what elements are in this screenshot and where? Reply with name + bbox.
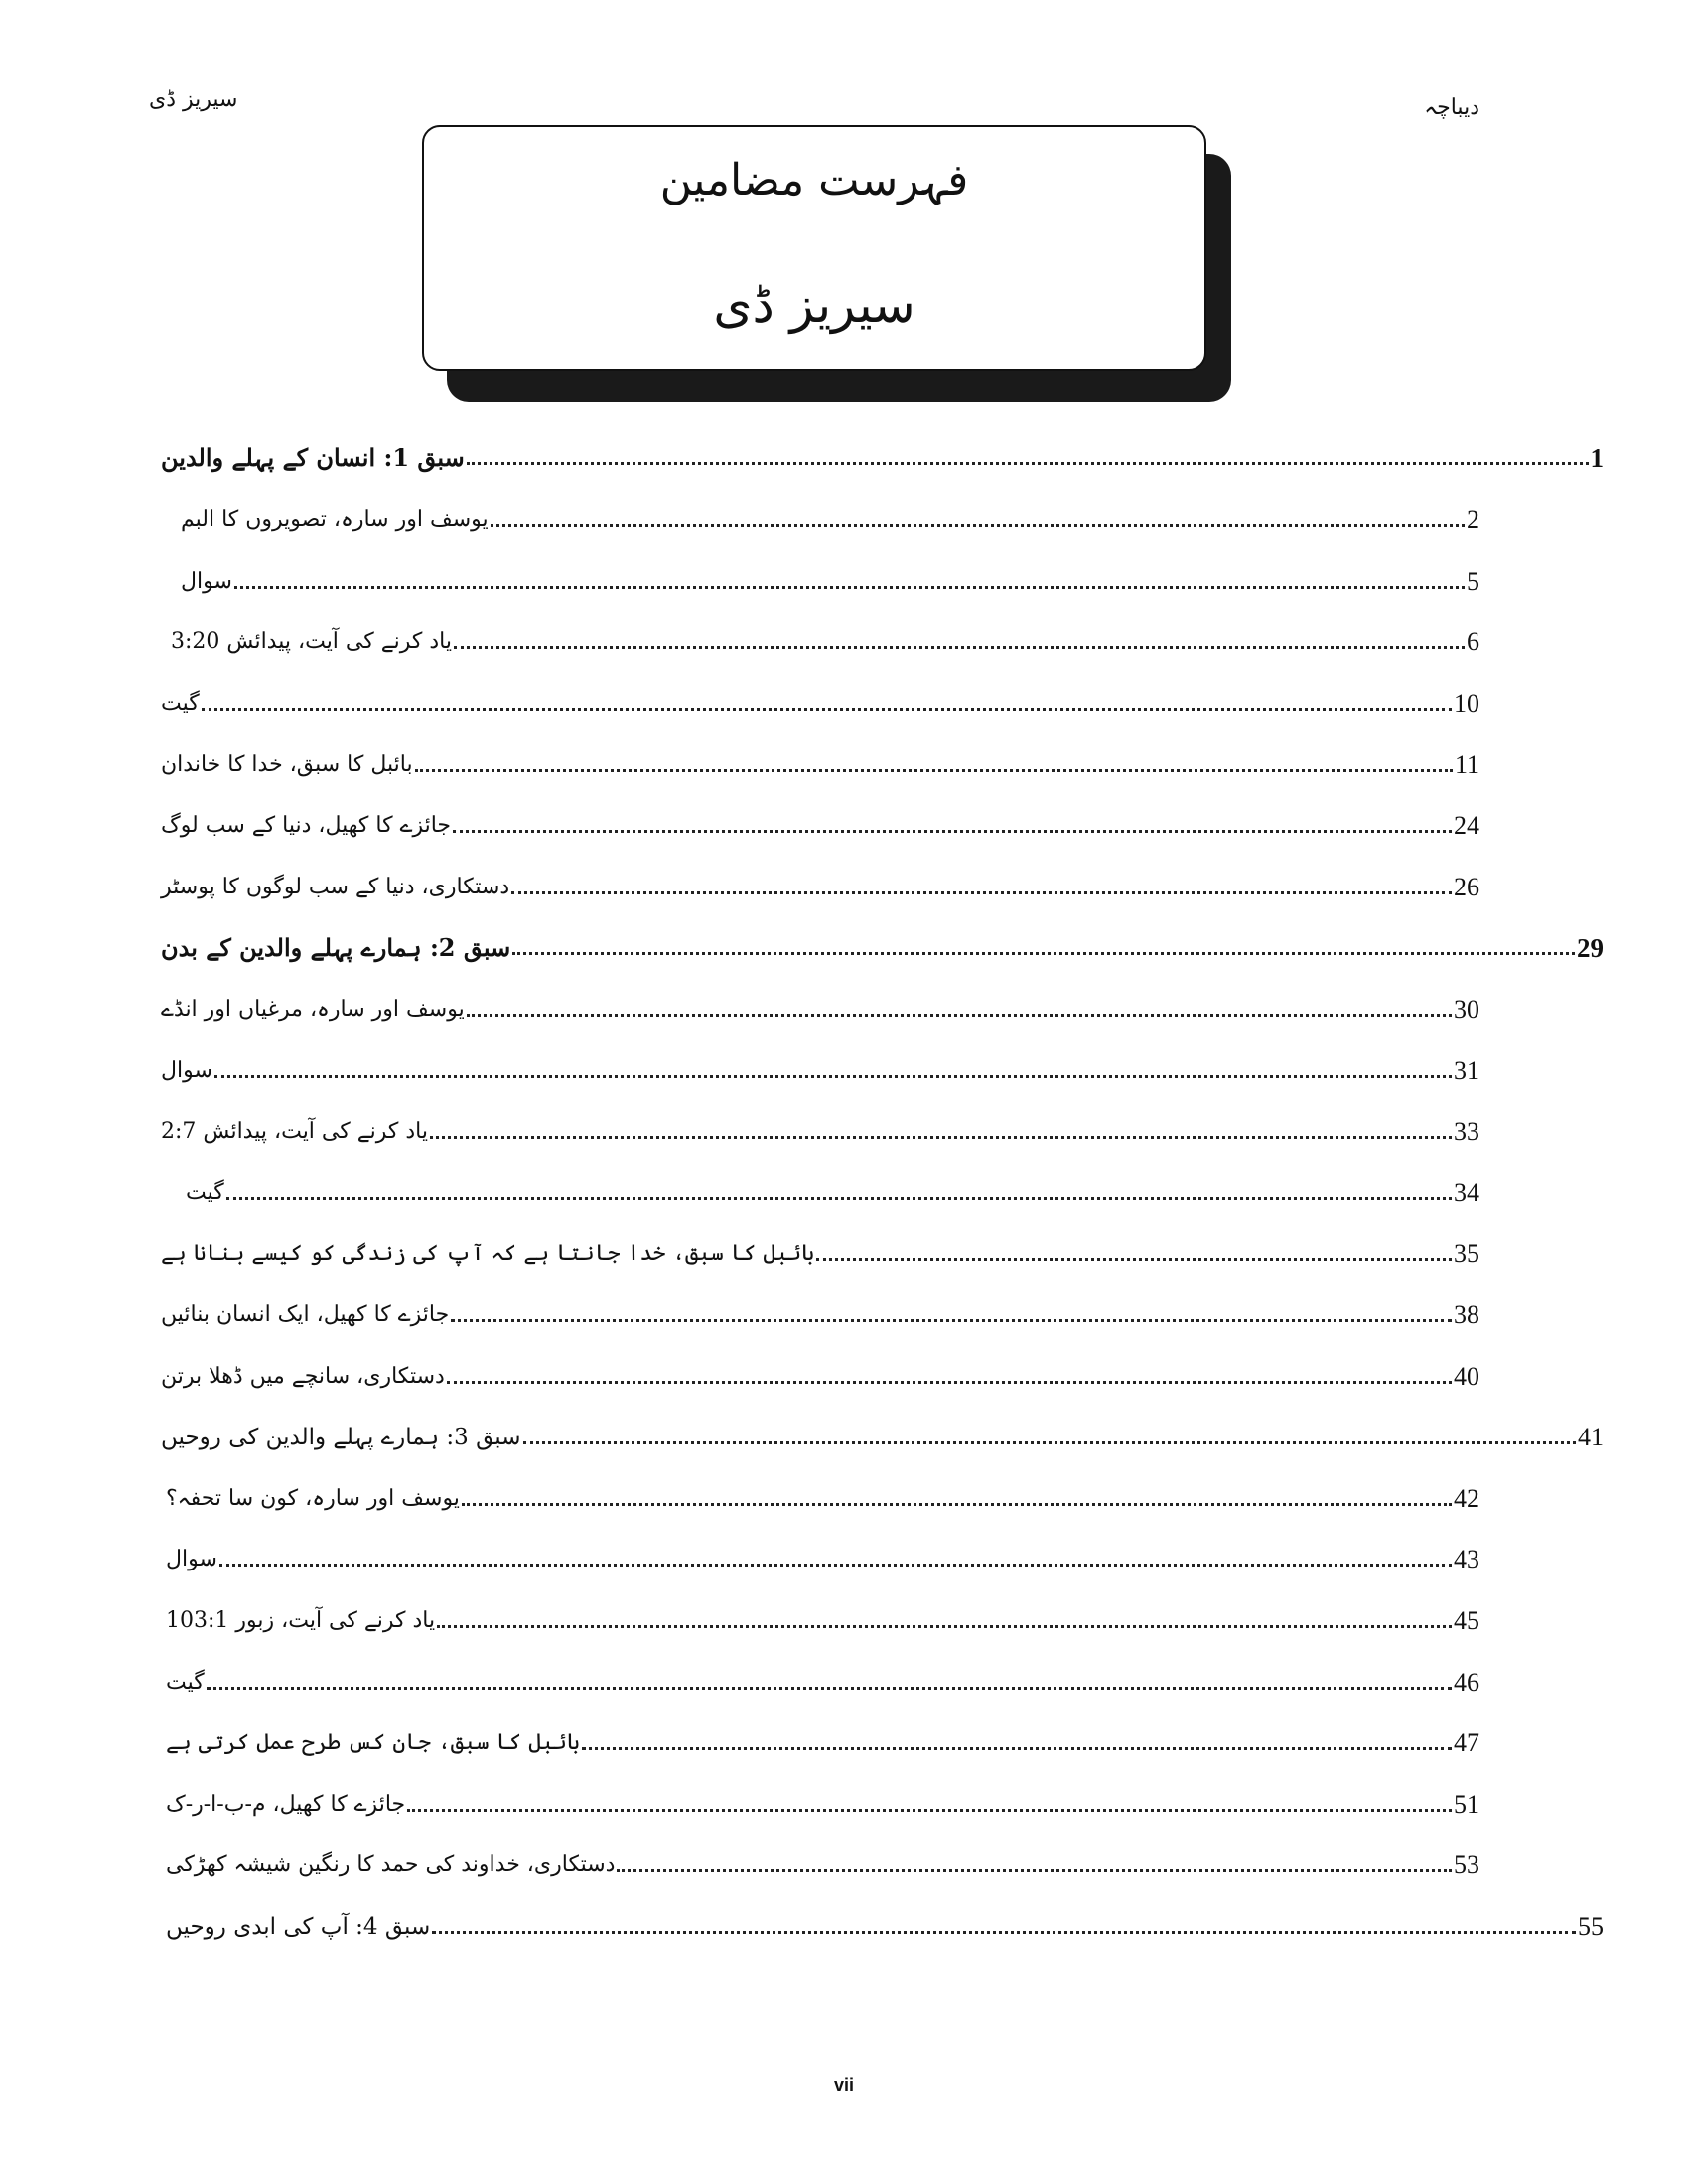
toc-entry-label: جائزے کا کھیل، م-ب-ا-ر-ک (166, 1792, 406, 1817)
dot-leader (462, 1503, 1452, 1506)
dot-leader (202, 708, 1452, 711)
toc-entry-page-number: 24 (1454, 811, 1479, 840)
toc-entry-label: سوال (181, 569, 232, 594)
dot-leader (437, 1625, 1452, 1628)
dot-leader (816, 1258, 1452, 1261)
page-title: فہرست مضامین (659, 155, 969, 205)
toc-entry-label: سبق 2: ہمارے پہلے والدین کے بدن (161, 933, 511, 962)
toc-entry-page-number: 41 (1578, 1423, 1604, 1451)
toc-entry (159, 1103, 1479, 1147)
toc-entry-page-number: 34 (1454, 1178, 1479, 1207)
toc-entry-page-number: 43 (1454, 1545, 1479, 1573)
toc-entry-label: بائبل کا سبق، جان کس طرح عمل کرتی ہے (166, 1730, 580, 1755)
toc-entry (159, 981, 1479, 1024)
toc-entry-label: بائبل کا سبق، خدا جانتا ہے کہ آپ کی زندگی کو کیسے بنانا ہے (161, 1241, 815, 1266)
dot-leader (453, 830, 1452, 833)
toc-entry-page-number: 35 (1454, 1239, 1479, 1268)
toc-entry (164, 1531, 1479, 1574)
toc-entry-page-number: 31 (1454, 1056, 1479, 1085)
dot-leader (430, 1136, 1452, 1139)
dot-leader (454, 646, 1465, 649)
toc-entry-label: دستکاری، خداوند کی حمد کا رنگین شیشہ کھڑکی (166, 1852, 616, 1877)
toc-entry-page-number: 6 (1467, 627, 1479, 656)
toc-entry-label: سوال (161, 1058, 212, 1083)
toc-entry (159, 1042, 1479, 1086)
dot-leader (415, 769, 1453, 772)
toc-entry-page-number: 11 (1454, 751, 1479, 779)
toc-entry-label: یاد کرنے کی آیت، پیدائش 3:20 (171, 629, 452, 654)
toc-entry-page-number: 2 (1467, 505, 1479, 534)
toc-entry (184, 1164, 1479, 1208)
toc-entry (179, 553, 1479, 597)
dot-leader (226, 1197, 1452, 1200)
toc-entry-page-number: 30 (1454, 995, 1479, 1024)
toc-chapter-entry (159, 429, 1604, 473)
toc-entry-page-number: 33 (1454, 1117, 1479, 1146)
toc-entry-page-number: 53 (1454, 1850, 1479, 1879)
toc-entry-label: یوسف اور سارہ، تصویروں کا البم (181, 507, 489, 532)
toc-entry-label: دستکاری، سانچے میں ڈھلا برتن (161, 1364, 445, 1389)
dot-leader (207, 1687, 1452, 1690)
dot-leader (523, 1441, 1577, 1444)
toc-entry-label: گیت (166, 1670, 205, 1695)
page-number: vii (833, 2075, 854, 2095)
toc-chapter-entry (159, 1409, 1604, 1452)
dot-leader (512, 952, 1575, 955)
toc-entry-label: یاد کرنے کی آیت، پیدائش 2:7 (161, 1119, 428, 1144)
toc-entry-label: دستکاری، دنیا کے سب لوگوں کا پوسٹر (161, 875, 510, 899)
toc-entry-page-number: 55 (1578, 1912, 1604, 1941)
toc-entry-page-number: 1 (1590, 443, 1604, 473)
toc-entry-page-number: 51 (1454, 1790, 1479, 1819)
toc-entry-label: یوسف اور سارہ، مرغیاں اور انڈے (161, 997, 465, 1022)
toc-entry-label: سبق 4: آپ کی ابدی روحیں (166, 1914, 431, 1940)
dot-leader (214, 1075, 1452, 1078)
dot-leader (582, 1747, 1452, 1750)
toc-chapter-entry (159, 919, 1604, 963)
toc-entry-label: بائبل کا سبق، خدا کا خاندان (161, 752, 413, 777)
toc-entry-label: جائزے کا کھیل، دنیا کے سب لوگ (161, 813, 452, 838)
toc-entry-label: سوال (166, 1547, 217, 1571)
dot-leader (617, 1869, 1452, 1872)
toc-entry (164, 1714, 1479, 1758)
toc-entry-page-number: 10 (1454, 689, 1479, 718)
toc-entry (164, 1776, 1479, 1820)
dot-leader (451, 1319, 1452, 1322)
toc-entry (169, 614, 1479, 657)
dot-leader (432, 1931, 1576, 1934)
toc-entry-label: یاد کرنے کی آیت، زبور 103:1 (166, 1608, 436, 1633)
toc-entry-page-number: 26 (1454, 873, 1479, 901)
toc-entry-page-number: 46 (1454, 1668, 1479, 1697)
dot-leader (219, 1564, 1452, 1567)
toc-entry-page-number: 40 (1454, 1362, 1479, 1391)
toc-entry (164, 1592, 1479, 1636)
toc-entry-label: سبق 1: انسان کے پہلے والدین (161, 443, 465, 472)
toc-entry-page-number: 42 (1454, 1484, 1479, 1513)
dot-leader (447, 1381, 1452, 1384)
toc-entry (159, 797, 1479, 841)
dot-leader (511, 891, 1452, 894)
dot-leader (407, 1809, 1452, 1812)
title-box (422, 125, 1206, 371)
dot-leader (467, 462, 1589, 465)
toc-entry (159, 859, 1479, 902)
toc-entry (159, 1225, 1479, 1269)
toc-entry-page-number: 47 (1454, 1728, 1479, 1757)
toc-entry (164, 1470, 1479, 1514)
series-title: سیریز ڈی (713, 276, 915, 334)
toc-entry-label: یوسف اور سارہ، کون سا تحفہ؟ (166, 1486, 460, 1511)
toc-entry (179, 491, 1479, 535)
dot-leader (491, 524, 1465, 527)
dot-leader (467, 1014, 1452, 1017)
toc-entry (159, 675, 1479, 719)
toc-entry (159, 1287, 1479, 1330)
dot-leader (234, 586, 1465, 589)
toc-entry (159, 737, 1479, 780)
toc-entry-page-number: 5 (1467, 567, 1479, 596)
toc-entry-page-number: 38 (1454, 1300, 1479, 1329)
toc-entry (159, 1348, 1479, 1392)
toc-entry-label: گیت (161, 691, 200, 716)
toc-entry-label: سبق 3: ہمارے پہلے والدین کی روحیں (161, 1425, 521, 1450)
running-header-series: سیریز ڈی (149, 87, 238, 112)
toc-entry (164, 1654, 1479, 1698)
running-header-section: دیباچہ (1424, 95, 1479, 120)
toc-chapter-entry (164, 1898, 1604, 1942)
toc-entry (164, 1837, 1479, 1880)
toc-entry-label: جائزے کا کھیل، ایک انسان بنائیں (161, 1302, 450, 1327)
toc-entry-label: گیت (186, 1180, 224, 1205)
toc-entry-page-number: 29 (1577, 933, 1604, 963)
toc-entry-page-number: 45 (1454, 1606, 1479, 1635)
